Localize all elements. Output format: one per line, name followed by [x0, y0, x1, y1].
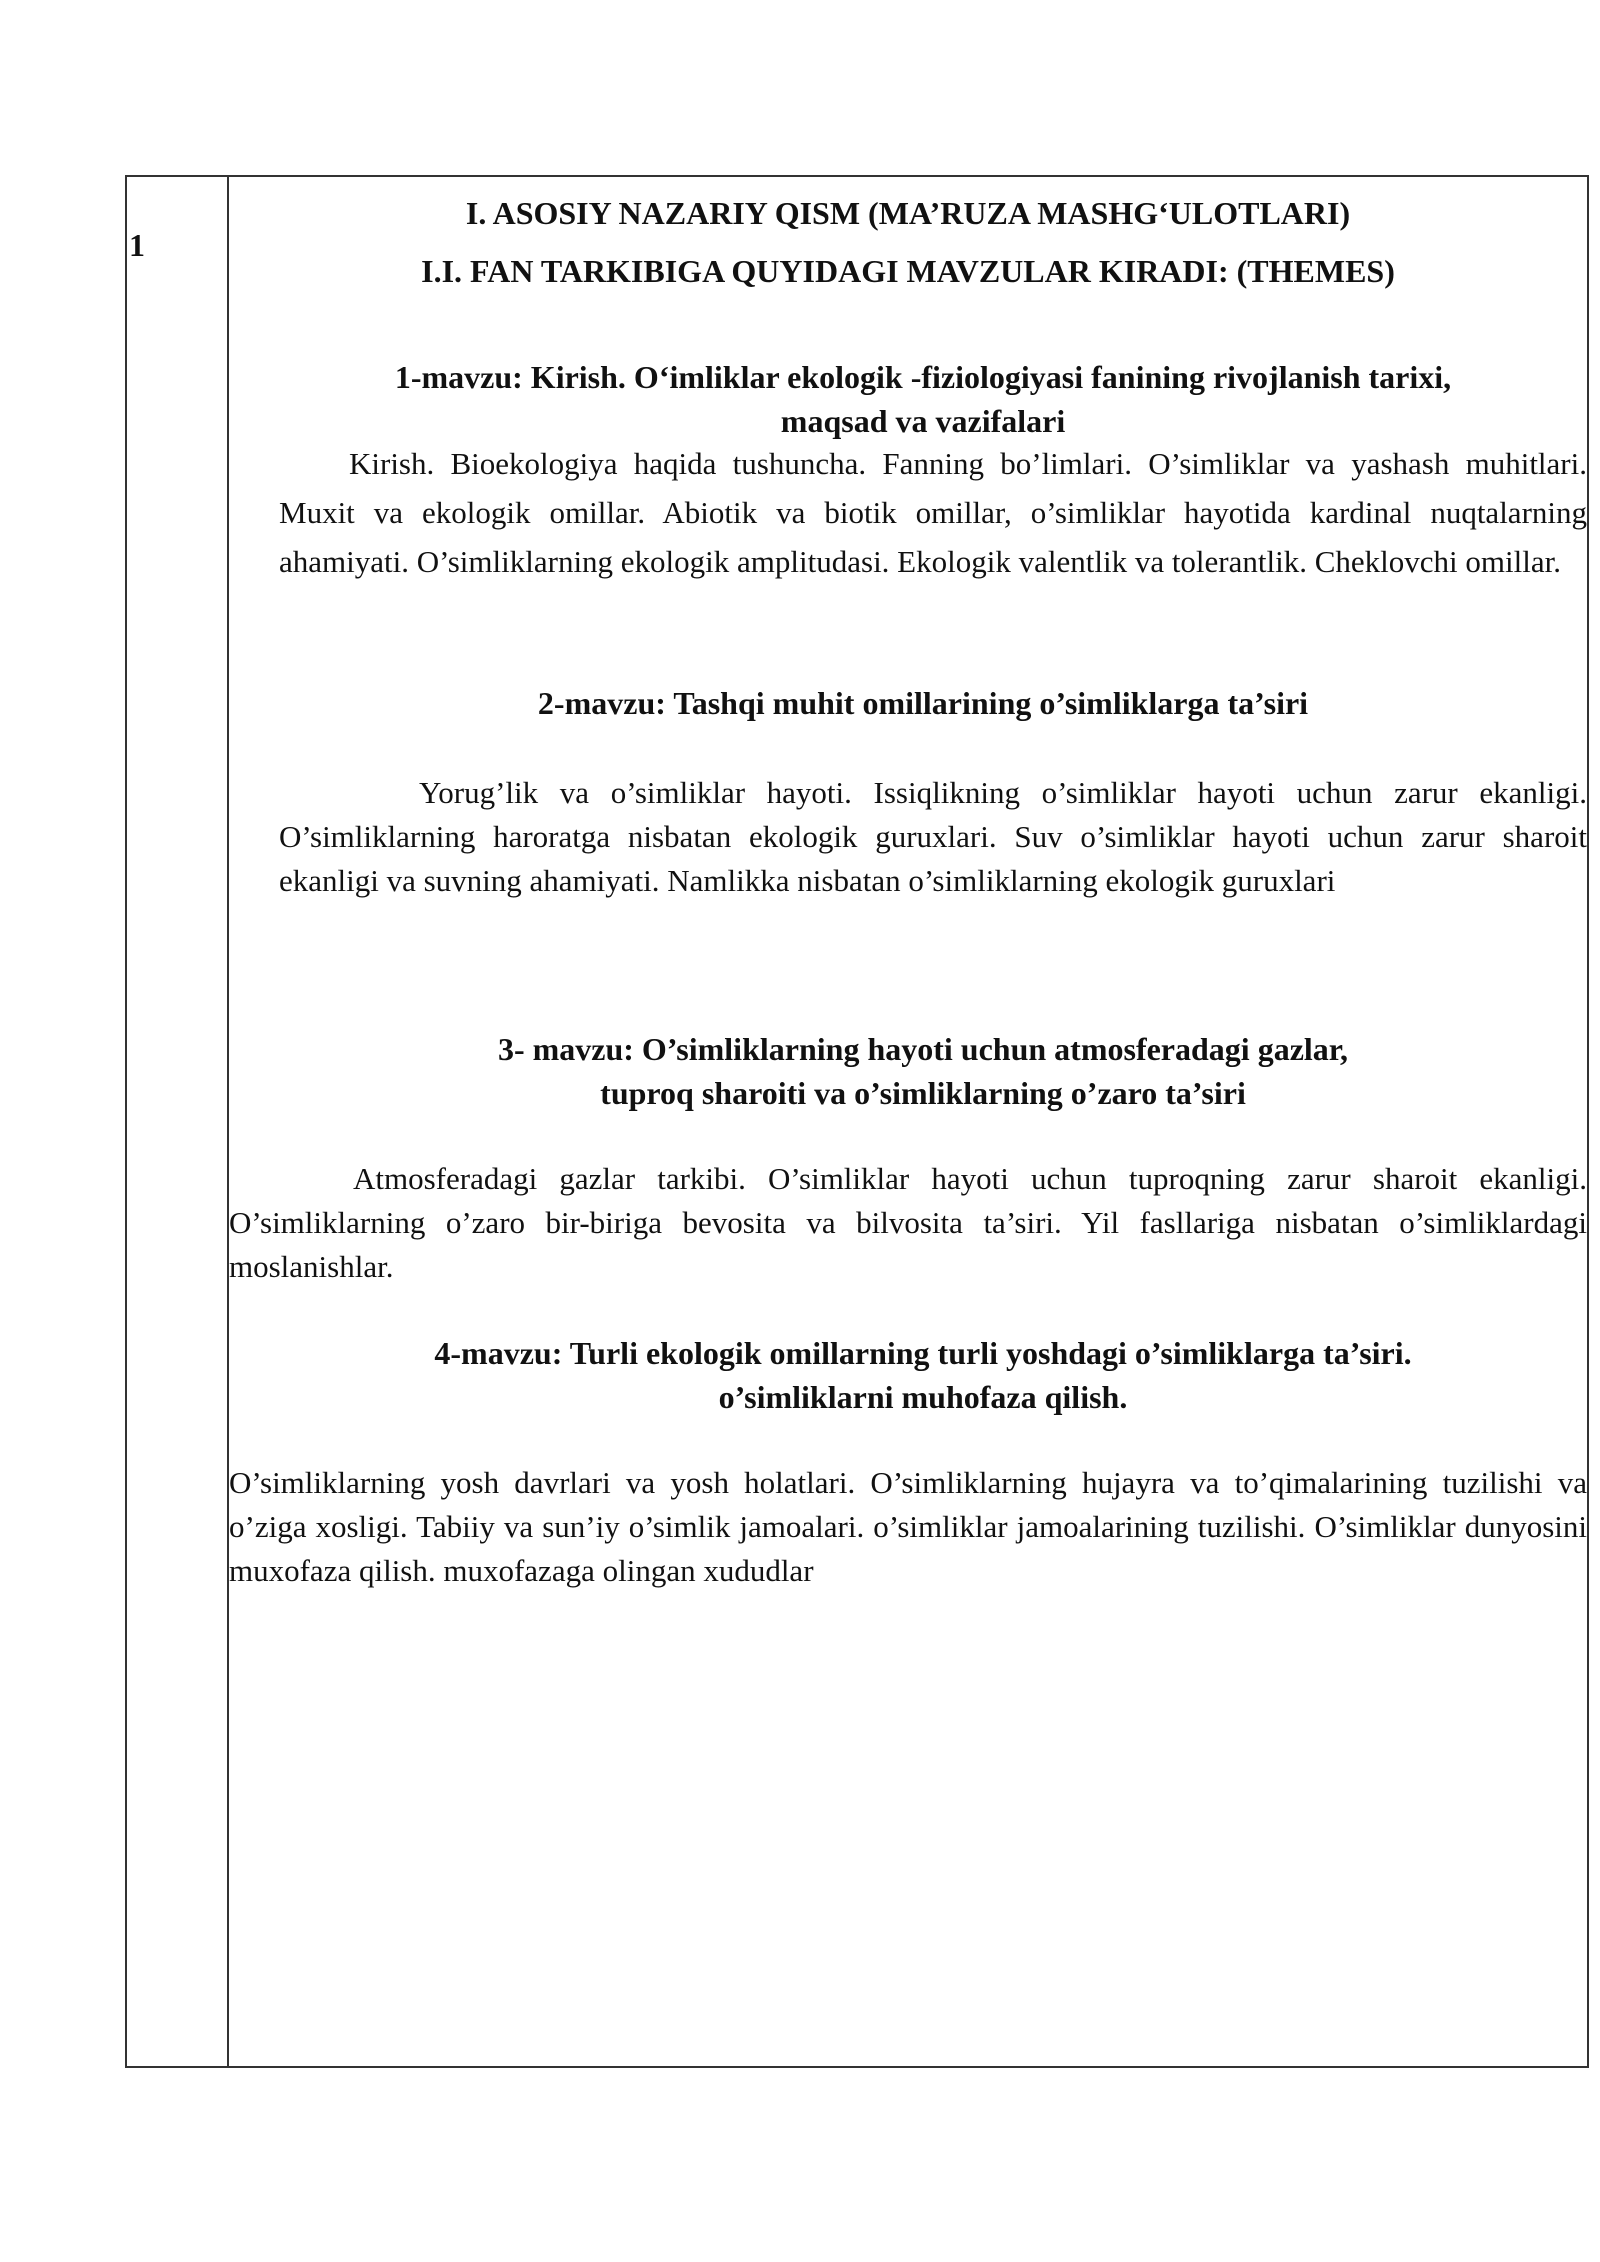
content-table — [125, 175, 1589, 2068]
topic-3-text: Atmosferadagi gazlar tarkibi. O’simliklar hayoti uchun tuproqning zarur sharoit ekanligi. O’simliklarning o’zaro bir-biriga bevosita va bilvosita ta’siri. Yil fasllariga nisbatan o’simliklardagi moslanishlar. — [229, 1161, 1587, 1284]
row-number: 1 — [129, 227, 145, 263]
topic-3-heading-line2: tuproq sharoiti va o’simliklarning o’zaro ta’siri — [600, 1075, 1246, 1111]
number-column — [127, 177, 229, 2066]
topic-1-heading-line1: 1-mavzu: Kirish. O‘imliklar ekologik -fiziologiyasi fanining rivojlanish tarixi, — [394, 359, 1452, 395]
topic-2-text: Yorug’lik va o’simliklar hayoti. Issiqlikning o’simliklar hayoti uchun zarur ekanligi. O’simliklarning haroratga nisbatan ekologik guruxlari. Suv o’simliklar hayoti uchun zarur sharoit ekanligi va suvning ahamiyati. Namlikka nisbatan o’simliklarning ekologik guruxlari — [279, 775, 1587, 898]
topic-3-heading-line1: 3- mavzu: O’simliklarning hayoti uchun atmosferadagi gazlar, — [497, 1031, 1349, 1067]
topic-3-heading — [269, 1027, 1577, 1115]
topic-4-heading-line1: 4-mavzu: Turli ekologik omillarning turli yoshdagi o’simliklarga ta’siri. — [434, 1335, 1412, 1371]
topic-1-text: Kirish. Bioekologiya haqida tushuncha. Fanning bo’limlari. O’simliklar va yashash muhitlari. Muxit va ekologik omillar. Abiotik va biotik omillar, o’simliklar hayotida kardinal nuqtalarning ahamiyati. O’simliklarning ekologik amplitudasi. Ekologik valentlik va tolerantlik. Cheklovchi omillar. — [279, 446, 1587, 579]
page-title: I. ASOSIY NAZARIY QISM (MA’RUZA MASHG‘ULOTLARI) — [465, 195, 1351, 231]
topic-4-heading — [269, 1331, 1577, 1419]
topic-1-heading — [269, 355, 1577, 443]
topic-2-heading-line1: 2-mavzu: Tashqi muhit omillarining o’simliklarga ta’siri — [537, 685, 1309, 721]
topic-4-heading-line2: o’simliklarni muhofaza qilish. — [718, 1379, 1128, 1415]
topic-2-heading — [269, 681, 1577, 725]
page-subtitle: I.I. FAN TARKIBIGA QUYIDAGI MAVZULAR KIRADI: (THEMES) — [421, 253, 1395, 289]
topic-1-heading-line2: maqsad va vazifalari — [780, 403, 1066, 439]
content-column — [229, 177, 1587, 2066]
topic-4-text: O’simliklarning yosh davrlari va yosh holatlari. O’simliklarning hujayra va to’qimalarining tuzilishi va o’ziga xosligi. Tabiiy va sun’iy o’simlik jamoalari. o’simliklar jamoalarining tuzilishi. O’simliklar dunyosini muxofaza qilish. muxofazaga olingan xududlar — [229, 1465, 1587, 1588]
